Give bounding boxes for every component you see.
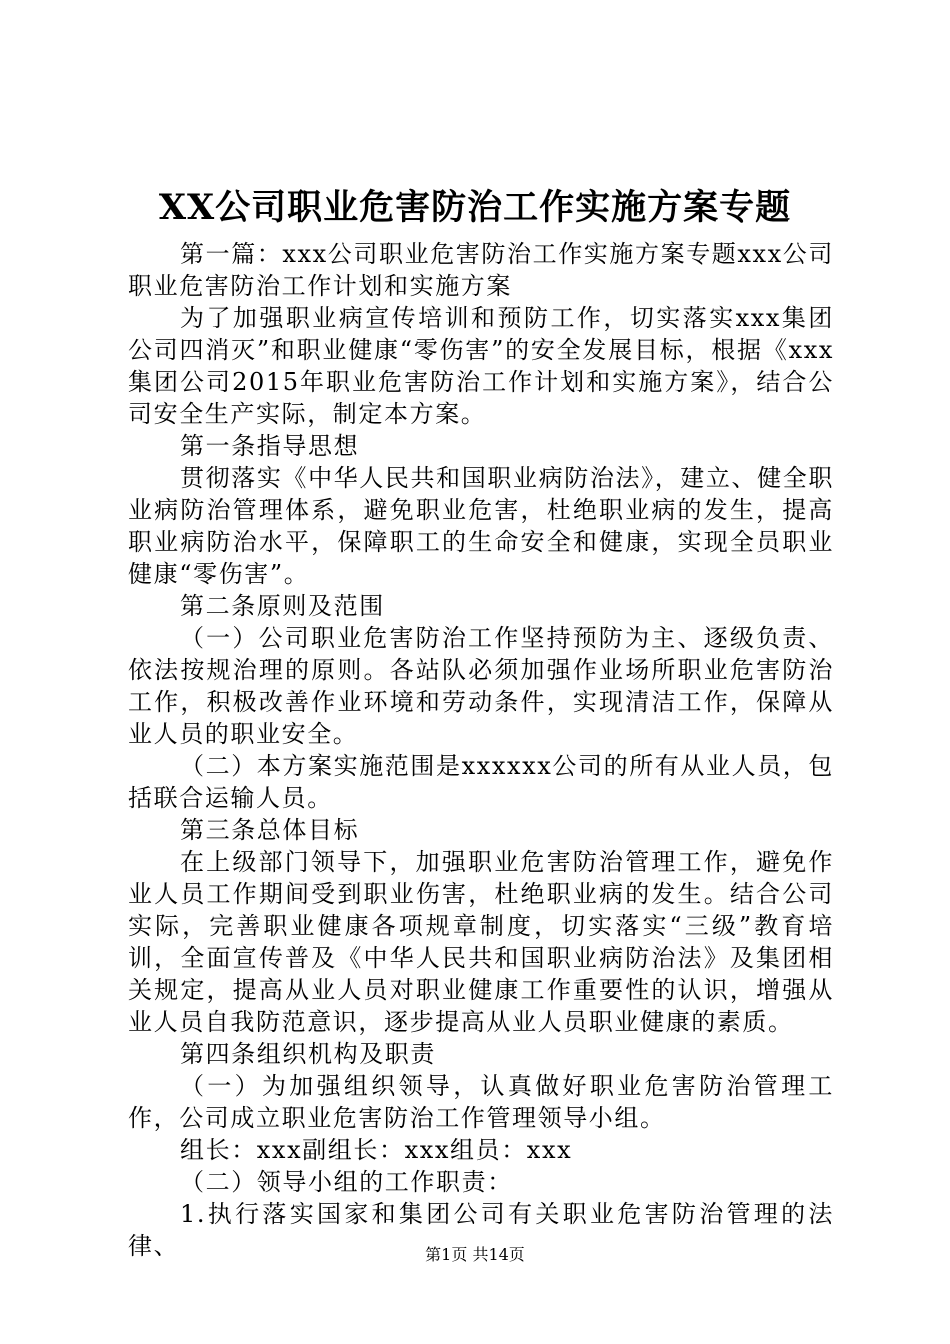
document-body	[128, 238, 834, 1262]
paragraph-overall-goal: 在上级部门领导下，加强职业危害防治管理工作，避免作业人员工作期间受到职业伤害，杜绝职业病的发生。结合公司实际，完善职业健康各项规章制度，切实落实“三级”教育培训，全面宣传普及《中华人民共和国职业病防治法》及集团相关规定，提高从业人员对职业健康工作重要性的认识，增强从业人员自我防范意识，逐步提高从业人员职业健康的素质。	[128, 848, 834, 1036]
section-heading-4: 第四条组织机构及职责	[180, 1040, 436, 1068]
section-heading-1: 第一条指导思想	[180, 432, 360, 460]
paragraph-guiding-thought: 贯彻落实《中华人民共和国职业病防治法》，建立、健全职业病防治管理体系，避免职业危害，杜绝职业病的发生，提高职业病防治水平，保障职工的生命安全和健康，实现全员职业健康“零伤害”。	[128, 464, 834, 588]
paragraph-chapter-heading: 第一篇：xxx公司职业危害防治工作实施方案专题xxx公司职业危害防治工作计划和实施方案	[128, 240, 834, 300]
page-footer: 第1页 共14页	[425, 1245, 525, 1264]
section-heading-3: 第三条总体目标	[180, 816, 360, 844]
paragraph-members: 组长：xxx副组长：xxx组员：xxx	[180, 1136, 573, 1164]
paragraph-principle-2: （二）本方案实施范围是xxxxxx公司的所有从业人员，包括联合运输人员。	[128, 752, 834, 812]
document-title: XX公司职业危害防治工作实施方案专题	[158, 187, 792, 228]
paragraph-intro: 为了加强职业病宣传培训和预防工作，切实落实xxx集团公司四消灭”和职业健康“零伤害”的安全发展目标，根据《xxx集团公司2015年职业危害防治工作计划和实施方案》，结合公司安全生产实际，制定本方案。	[128, 304, 834, 428]
paragraph-organization-1: （一）为加强组织领导，认真做好职业危害防治管理工作，公司成立职业危害防治工作管理领导小组。	[128, 1072, 834, 1132]
paragraph-duty-1: 1.执行落实国家和集团公司有关职业危害防治管理的法律、	[128, 1200, 834, 1260]
paragraph-duties-heading: （二）领导小组的工作职责：	[180, 1168, 513, 1196]
section-heading-2: 第二条原则及范围	[180, 592, 385, 620]
paragraph-principle-1: （一）公司职业危害防治工作坚持预防为主、逐级负责、依法按规治理的原则。各站队必须加强作业场所职业危害防治工作，积极改善作业环境和劳动条件，实现清洁工作，保障从业人员的职业安全。	[128, 624, 834, 748]
